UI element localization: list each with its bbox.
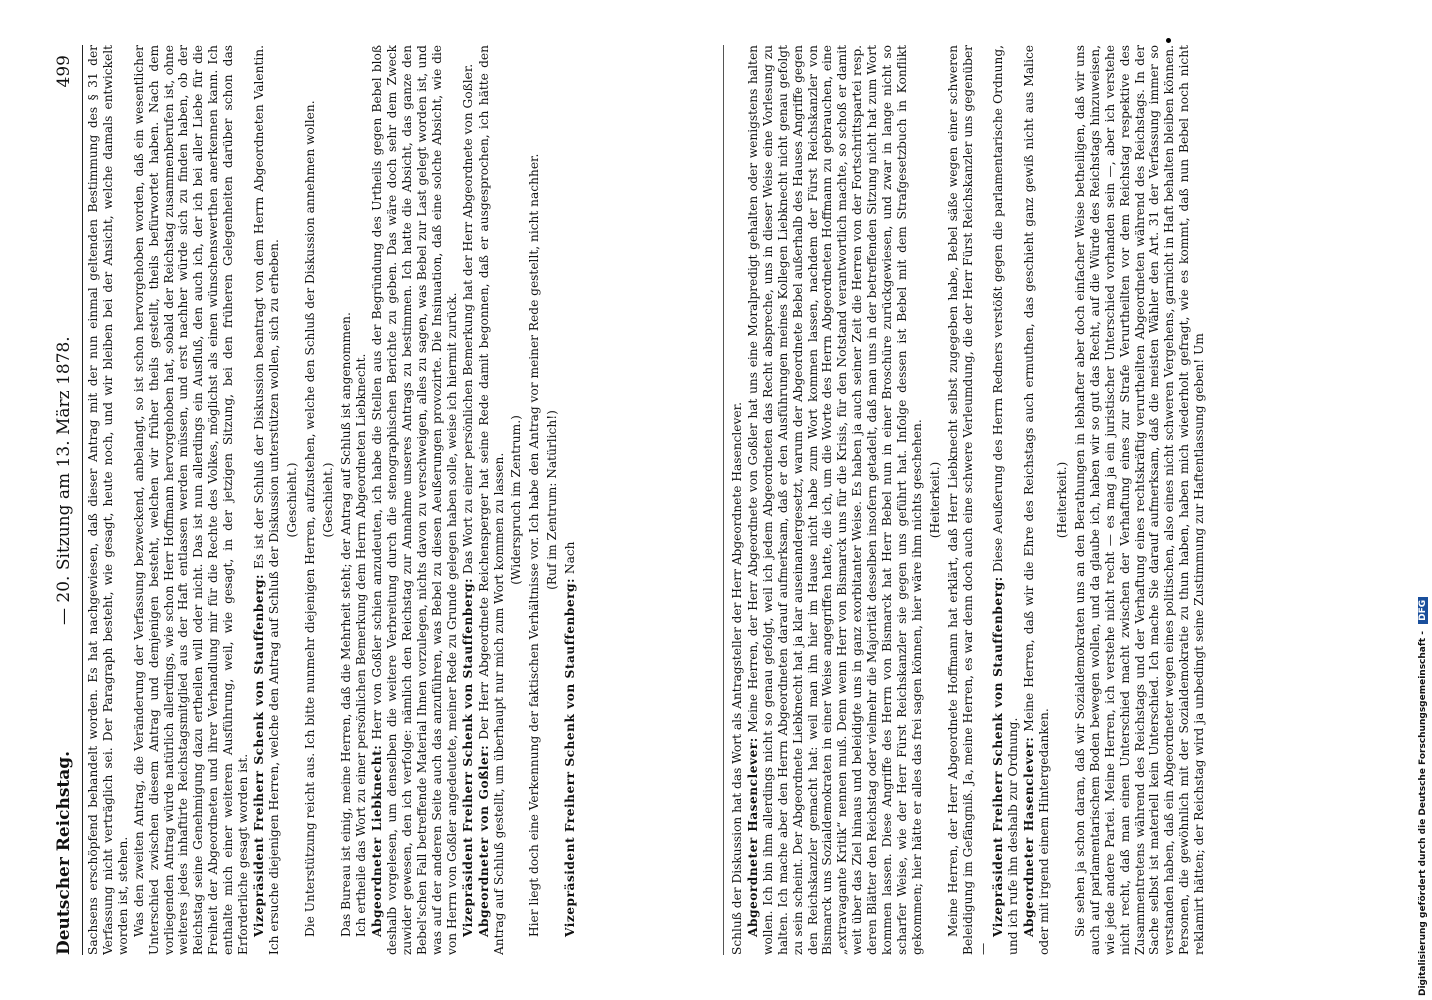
paragraph [563,45,578,955]
stage-direction-text: (Widerspruch im Zentrum.) [509,415,524,585]
dfg-logo: DFG [1418,597,1428,624]
paragraph-text: Meine Herren, der Herr Abgeordnete Hoffmann hat erklärt, daß Herr Liebknecht selbst zugegeben habe, Bebel säße wegen einer schweren Beleidigung im Gefängniß. Ja, meine Herren, es war denn doch auch eine schwere Verleumdung, die der Herr Fürst Reichskanzler uns gegenüber — [945,45,990,955]
scan-speck [1166,38,1171,43]
paragraph-text: Was den zweiten Antrag, die Veränderung der Verfassung bezweckend, anbelangt, so ist schon hervorgehoben worden, daß ein wesentlicher Unterschied zwischen diesem Antrag und demjenigen besteht, welchen wir früher theils gestellt, theils befürwortet haben. Nach dem vorliegenden Antrag würde natürlich allerdings, wie schon Herr Hoffmann hervorgehoben hat, sobald der Reichstag zusammenberufen ist, ohne weiteres jedes inhaftirte Reichstagsmitglied aus der Haft entlassen werden müssen, und erst nachher würde sich zu finden haben, ob der Reichstag seine Genehmigung dazu ertheilen will oder nicht. Das ist nun allerdings ein Ausfluß, den auch ich, der ich bei aller Liebe für die Freiheit der Abgeordneten und ihrer Verhandlung mir für die Rechte des Volkes, möglichst als einen wünschenswerthen anerkennen kann. Ich enthalte mich einer weiteren Ausführung, weil, wie gesagt, in der jetzigen Sitzung, bei den früheren Gelegenheiten darüber schon das Erforderliche gesagt worden ist. [131,45,251,955]
stage-direction [509,45,524,955]
paragraph-text: Meine Herren, daß wir die Ehre des Reichstags auch ermuthen, das geschieht ganz gewiß nicht aus Malice oder mit irgend einem Hintergedanken. [1022,45,1052,955]
paragraph [86,45,131,955]
paragraph-text: Schluß der Diskussion hat das Wort als Antragsteller der Herr Abgeordnete Hasenclever. [730,402,744,955]
stage-direction [1055,45,1070,955]
paragraph-text: Meine Herren, der Herr Abgeordnete von Goßler hat uns eine Moralpredigt gehalten oder wenigstens halten wollen. Ich bin ihm allerdings nicht so genau gefolgt, weil ich jedem Abgeordneten das Recht abspreche, uns in dieser Weise eine Vorlesung zu halten. Ich mache aber den Herrn Abgeordneten darauf aufmerksam, daß er den Ausführungen meines Kollegen Liebknecht nicht genau gefolgt zu sein scheint. Der Abgeordnete Liebknecht hat ja klar auseinandergesetzt, warum der Abgeordnete Bebel außerhalb des Hauses Angriffe gegen den Reichskanzler gemacht hat: weil man ihn hier im Hause nicht habe zum Wort kommen lassen, nachdem der Fürst Reichskanzler von Bismarck uns Sozialdemokraten in einer Weise angegriffen hatte, die ich, um die Worte des Herrn Abgeordneten Hoffmann zu gebrauchen, eine „extravagante Kritik“ nennen muß. Denn wenn Herr von Bismarck uns für die Krisis, für den Notstand verantwortlich machte, so schoß er damit weit über das Ziel hinaus und beleidigte uns in ganz exorbitanter Weise. Es haben ja auch seiner Zeit die Herren von der Fortschrittspartei resp. deren Blätter den Reichstag oder vielmehr die Majorität desselben insofern getadelt, daß man uns in der betreffenden Sitzung nicht hat zum Wort kommen lassen. Diese Angriffe des Herrn von Bismarck hat Herr Bebel nun in einer Broschüre zurückgewiesen, und zwar in lange nicht so scharfer Weise, wie der Herr Fürst Reichskanzler sie gegen uns geführt hat. Infolge dessen ist Bebel mit dem Strafgesetzbuch in Konflikt gekommen; hier hätte er alles das frei sagen können, hier wäre ihm nichts geschehen. [745,45,924,955]
text-column-left [86,45,718,955]
stage-direction-text: (Heiterkeit.) [1055,461,1070,539]
paragraph-text: Der Herr Abgeordnete Reichensperger hat seine Rede damit begonnen, daß er ausgesprochen, ich hätte den Antrag auf Schluß gestellt, um überhaupt nur mich zum Wort kommen zu lassen. [476,45,506,955]
speaker-name: Vizepräsident Freiherr Schenk von Stauffenberg: [991,576,1006,937]
digitization-credit-text: Digitalisierung gefördert durch die Deutsche Forschungsgemeinschaft - [1418,631,1428,996]
speaker-name: Vizepräsident Freiherr Schenk von Stauffenberg: [460,577,475,937]
paragraph [946,45,991,955]
paragraph [132,45,251,955]
paragraph [370,45,459,955]
running-head-title: Deutscher Reichstag. [54,750,74,955]
speaker-name: Abgeordneter Hasenclever: [745,737,760,937]
column-divider [723,45,724,955]
paragraph-text: Das Bureau ist einig, meine Herren, daß die Mehrheit steht; der Antrag auf Schluß ist angenommen. [338,312,353,937]
paragraph [354,45,369,955]
text-column-right [730,45,1352,955]
paragraph [1022,45,1052,955]
paragraph [527,45,542,955]
digitization-credit [1418,597,1428,996]
paragraph-text: Hier liegt doch eine Verkennung der faktischen Verhältnisse vor. Ich habe den Antrag vor meiner Rede gestellt, nicht nachher. [527,153,542,937]
paragraph-text: Das Wort zu einer persönlichen Bemerkung hat der Herr Abgeordnete von Goßler. [460,63,475,578]
stage-direction-text: (Heiterkeit.) [927,461,942,539]
speaker-name: Abgeordneter von Goßler: [476,744,491,937]
stage-direction [321,45,336,955]
stage-direction [285,45,300,955]
paragraph-text: Ich ertheile das Wort zu einer persönlichen Bemerkung dem Herrn Abgeordneten Liebknecht. [354,353,369,937]
header-rule [82,45,83,955]
paragraph-text: Sachsens erschöpfend behandelt worden. Es hat nachgewiesen, daß dieser Antrag mit der nun einmal geltenden Bestimmung des § 31 der Verfassung nicht verträglich sei. Der Paragraph besteht, wie gesagt, heute noch, und wir bleiben bei der Ansicht, welche damals entwickelt worden ist, stehen. [86,45,130,955]
paragraph-text: Herr von Goßler schien anzudeuten, ich habe die Stellen aus der Begründung des Urtheils gegen Bebel bloß deshalb vorgelesen, um denselben die weitere Verbreitung durch die stenographischen Berichte zu geben. Das wäre doch sehr dem Zweck zuwider gewesen, den ich verfolge: nämlich den Reichstag zur Annahme unseres Antrags zu bestimmen. Ich hatte die Absicht, das ganze den Bebel'schen Fall betreffende Material Ihnen vorzulegen, nichts davon zu verschweigen, alles zu sagen, was Bebel zur Last gelegt worden ist, und was auf der anderen Seite auch das anzuführen, was Bebel zu diesen Aeußerungen provozirte. Die Insinuation, daß eine solche Absicht, wie die von Herrn von Goßler angedeutete, meiner Rede zu Grunde gelegen haben solle, weise ich hiermit zurück. [370,45,459,955]
paragraph-text: Es ist der Schluß der Diskussion beantragt von dem Herrn Abgeordneten Valentin. Ich ersuche diejenigen Herren, welche den Antrag auf Schluß der Diskussion unterstützen wollen, sich zu erheben. [251,45,281,955]
page-number: 499 [54,55,74,88]
speaker-name: Vizepräsident Freiherr Schenk von Stauffenberg: [251,573,266,937]
paragraph [1073,45,1207,955]
stage-direction-text: (Geschieht.) [284,462,299,538]
speaker-name: Vizepräsident Freiherr Schenk von Stauffenberg: [563,577,578,937]
running-head-session: — 20. Sitzung am 13. März 1878. [54,336,74,625]
speaker-name: Abgeordneter Hasenclever: [1022,736,1037,937]
paragraph-text: Sie sehen ja schon daran, daß wir Sozialdemokraten uns an den Berathungen in lebhafter aber doch einfacher Weise betheiligen, daß wir uns auch auf parlamentarischem Boden bewegen wollen, und da glaube ich, haben wir so gut das Recht, auf die Würde des Reichstags hinzuweisen, wie jede andere Partei. Meine Herren, ich verstehe nicht recht — es mag ja ein juristischer Unterschied vorhanden sein —, aber ich verstehe nicht recht, daß man einen Unterschied macht zwischen der Verhaftung eines zur Strafe Verurtheilten vor dem Reichstag respektive des Zusammentretens während des Reichstags und der Verhaftung eines rechtskräftig verurtheilten Abgeordneten während des Reichstags. In der Sache selbst ist materiell kein Unterschied. Ich mache Sie darauf aufmerksam, daß die meisten Wähler den Art. 31 der Verfassung immer so verstanden haben, daß ein Abgeordneter wegen eines politischen, also eines nicht schweren Vergehens, garnicht in Haft behalten bleiben können. Personen, die gewöhnlich mit der Sozialdemokratie zu thun haben, haben mich wiederholt gefragt, wie es kommt, daß nun Bebel noch nicht reklamirt hätten; der Reichstag wird ja unbedingt seine Zustimmung zur Haftentlassung geben! Um [1072,45,1207,955]
paragraph-text: Diese Aeußerung des Herrn Redners verstößt gegen die parlamentarische Ordnung, und ich rufe ihn deshalb zur Ordnung. [991,45,1021,955]
running-head [50,45,84,955]
paragraph [461,45,476,955]
stage-direction-text: (Geschieht.) [320,462,335,538]
paragraph [339,45,354,955]
paragraph [477,45,507,955]
paragraph [730,45,745,955]
paragraph [746,45,925,955]
paragraph-text: Die Unterstützung reicht aus. Ich bitte nunmehr diejenigen Herren, aufzustehen, welche den Schluß der Diskussion annehmen wollen. [302,100,317,937]
paragraph [303,45,318,955]
paragraph [252,45,282,955]
paragraph-text: Nach [563,541,578,578]
rotated-newspaper-page [50,45,1360,955]
speaker-name: Abgeordneter Liebknecht: [370,744,385,937]
stage-direction [928,45,943,955]
stage-direction-text: (Ruf im Zentrum: Natürlich!) [545,410,560,590]
stage-direction [545,45,560,955]
paragraph [991,45,1021,955]
